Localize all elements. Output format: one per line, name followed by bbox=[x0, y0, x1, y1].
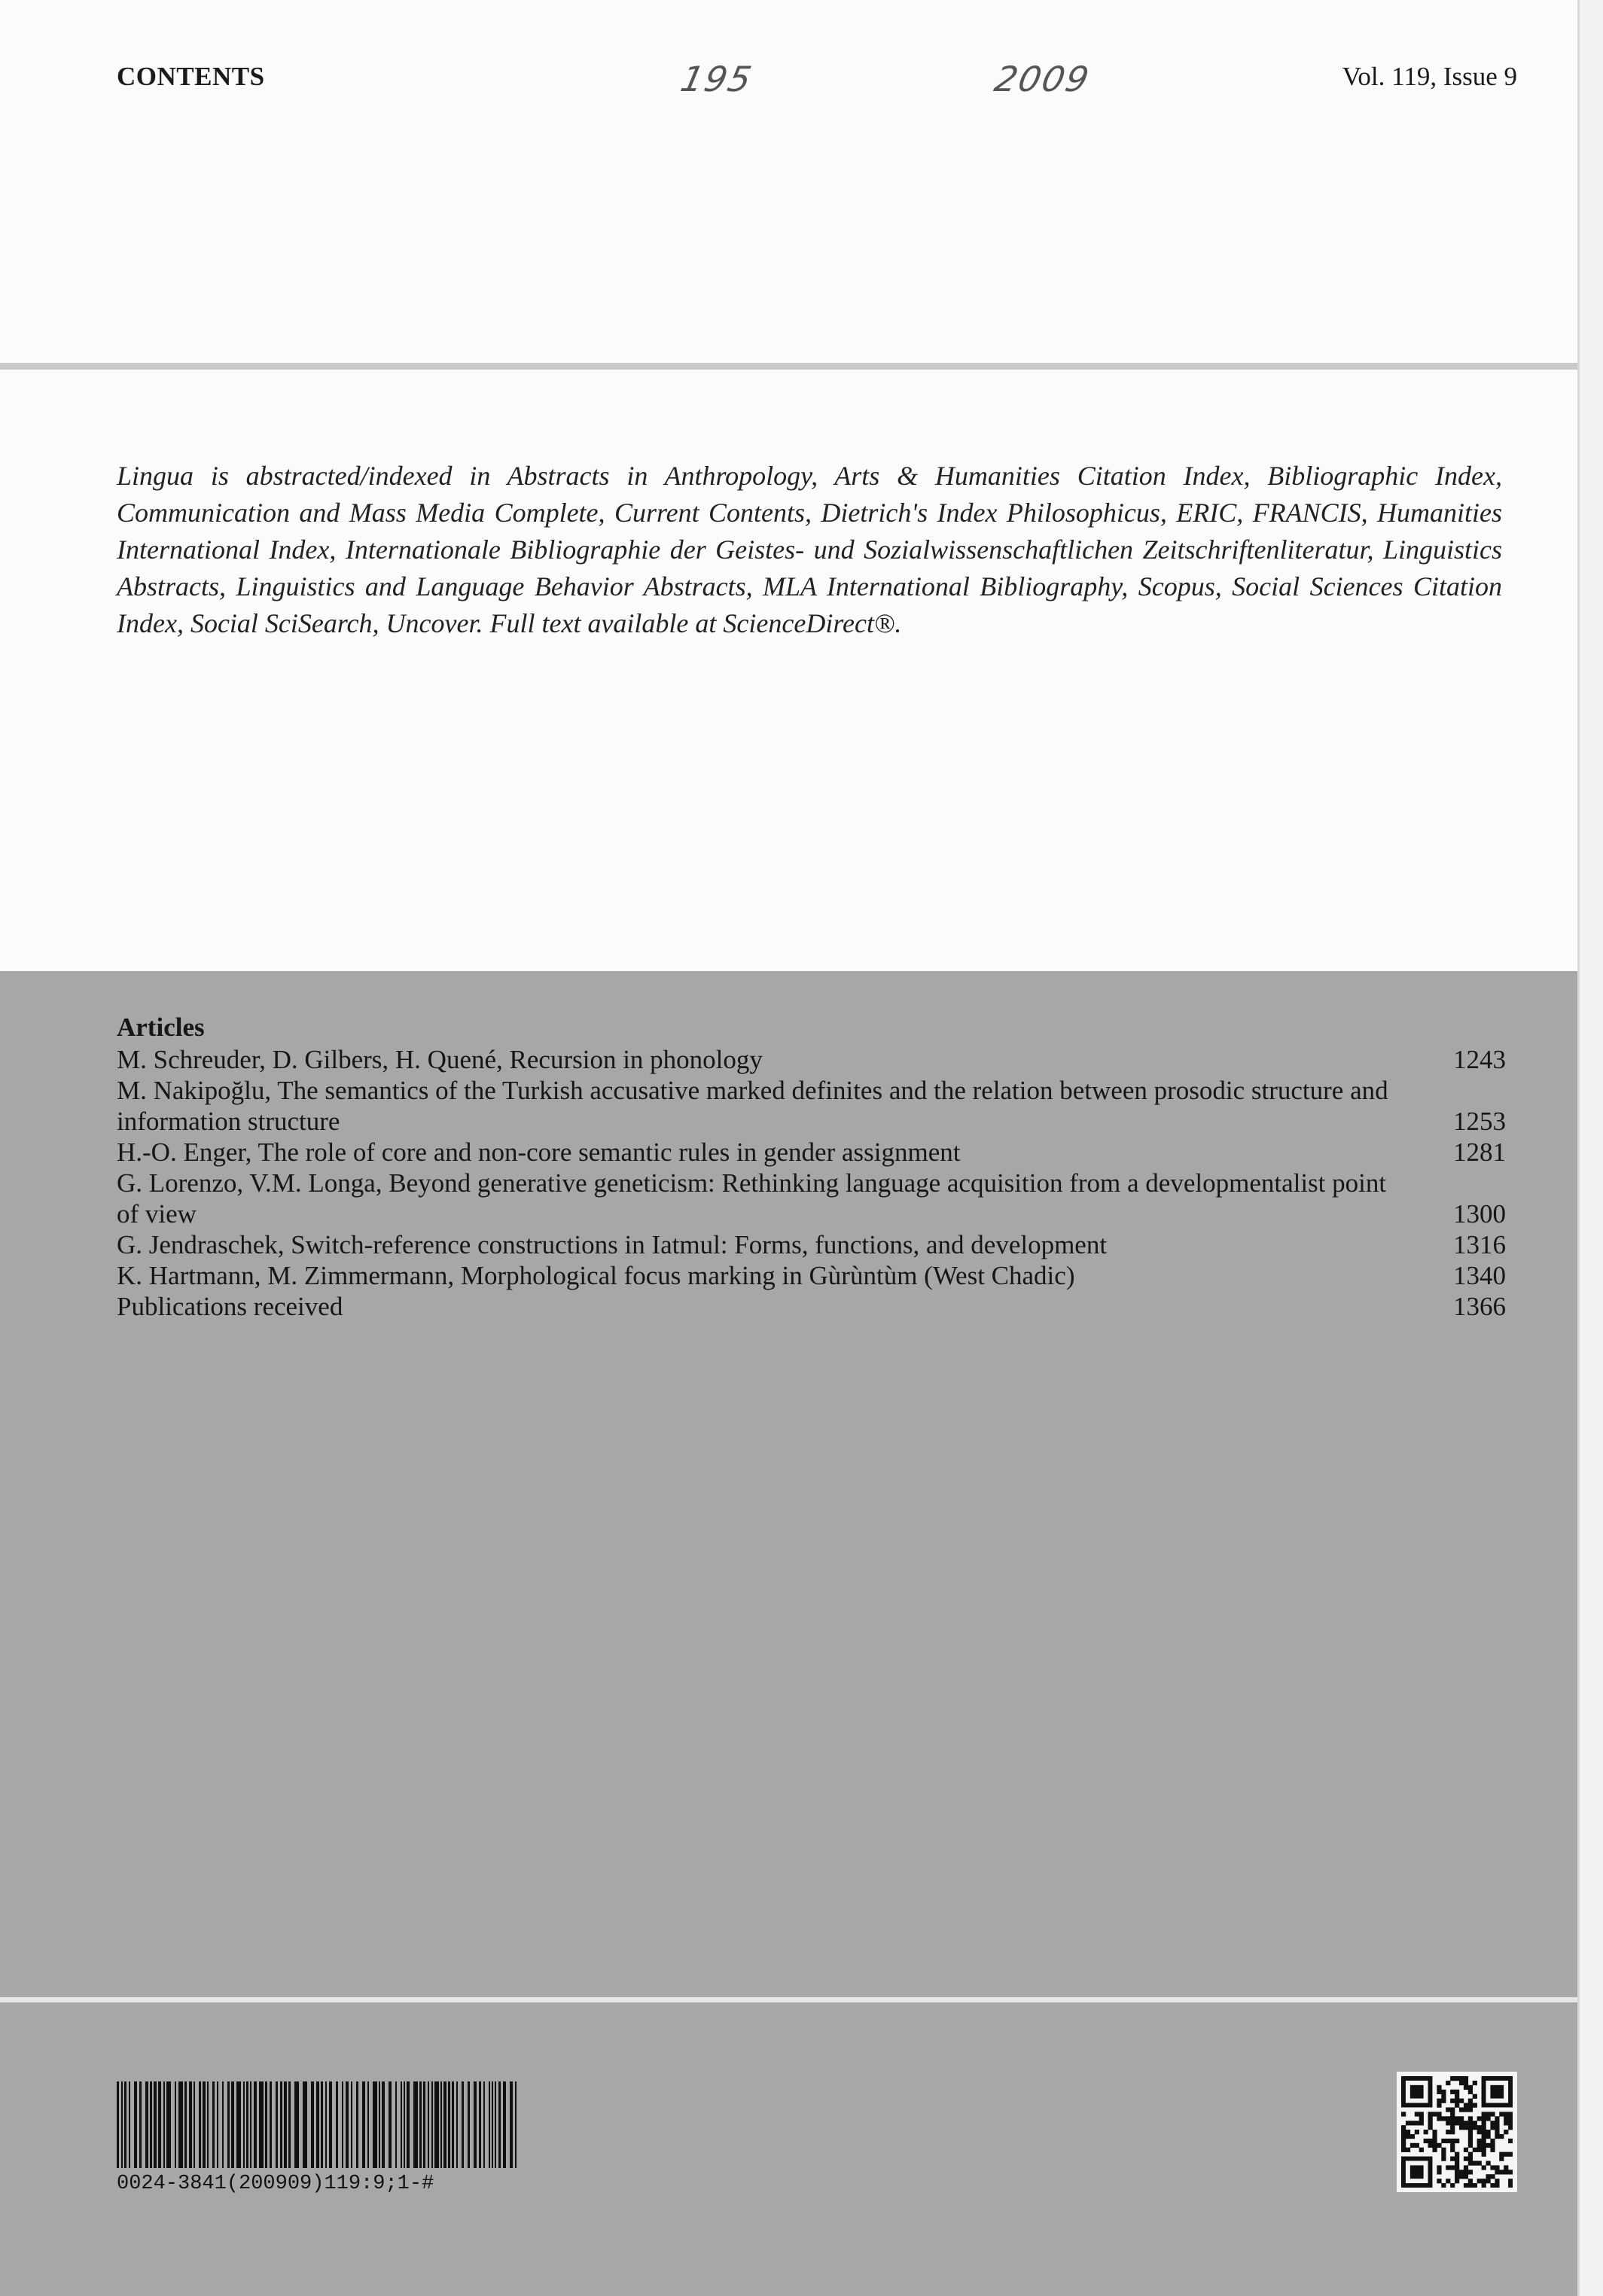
toc-entry[interactable] bbox=[117, 1260, 1506, 1291]
handwritten-year: 2009 bbox=[991, 59, 1094, 99]
toc-entry[interactable] bbox=[117, 1075, 1506, 1137]
indexing-statement: Lingua is abstracted/indexed in Abstracts in Anthropology, Arts & Humanities Citation Index, Bibliographic Index, Communication and Mass Media Complete, Current Contents, Dietrich's Index Philosophicus, ERIC, FRANCIS, Humanities International Index, Internationale Bibliographie der Geistes- und Sozialwissenschaftlichen Zeitschriftenliteratur, Linguistics Abstracts, Linguistics and Language Behavior Abstracts, MLA International Bibliography, Scopus, Social Sciences Citation Index, Social SciSearch, Uncover. Full text available at ScienceDirect®. bbox=[117, 461, 1502, 638]
toc-entry-page: 1253 bbox=[1453, 1107, 1506, 1136]
toc-entry[interactable] bbox=[117, 1137, 1506, 1168]
toc-entry-title: K. Hartmann, M. Zimmermann, Morphological focus marking in Gùrùntùm (West Chadic) bbox=[117, 1261, 1075, 1290]
divider bbox=[0, 1997, 1577, 2002]
toc-entry-title: H.-O. Enger, The role of core and non-core semantic rules in gender assignment bbox=[117, 1137, 961, 1167]
toc-entry-page: 1316 bbox=[1453, 1230, 1506, 1259]
toc-entry-page: 1340 bbox=[1453, 1261, 1506, 1290]
barcode-number: 0024-3841(200909)119:9;1-# bbox=[117, 2173, 434, 2195]
toc-entry-page: 1243 bbox=[1453, 1045, 1506, 1074]
toc-entry[interactable] bbox=[117, 1291, 1506, 1322]
table-of-contents bbox=[117, 1011, 1506, 1322]
toc-entry-page: 1366 bbox=[1453, 1292, 1506, 1321]
toc-entry[interactable] bbox=[117, 1044, 1506, 1075]
toc-entry-title: M. Schreuder, D. Gilbers, H. Quené, Recursion in phonology bbox=[117, 1045, 763, 1074]
toc-entry-page: 1300 bbox=[1453, 1199, 1506, 1229]
barcode-icon bbox=[117, 2081, 523, 2168]
divider bbox=[0, 363, 1577, 370]
contents-heading: CONTENTS bbox=[117, 62, 265, 91]
toc-entry[interactable] bbox=[117, 1229, 1506, 1260]
page-edge bbox=[1577, 0, 1603, 2296]
toc-entry-title: G. Jendraschek, Switch-reference constructions in Iatmul: Forms, functions, and development bbox=[117, 1230, 1108, 1259]
toc-entry[interactable] bbox=[117, 1168, 1506, 1229]
toc-entry-title: G. Lorenzo, V.M. Longa, Beyond generative geneticism: Rethinking language acquisition from a developmentalist point of view bbox=[117, 1168, 1387, 1229]
toc-entry-title: M. Nakipoğlu, The semantics of the Turkish accusative marked definites and the relation between prosodic structure and information structure bbox=[117, 1076, 1388, 1136]
toc-entry-title: Publications received bbox=[117, 1292, 343, 1321]
toc-entry-page: 1281 bbox=[1453, 1137, 1506, 1167]
toc-heading: Articles bbox=[117, 1012, 205, 1042]
volume-issue: Vol. 119, Issue 9 bbox=[1342, 62, 1517, 91]
qr-code-icon bbox=[1397, 2072, 1517, 2192]
handwritten-note: 195 bbox=[677, 59, 757, 99]
